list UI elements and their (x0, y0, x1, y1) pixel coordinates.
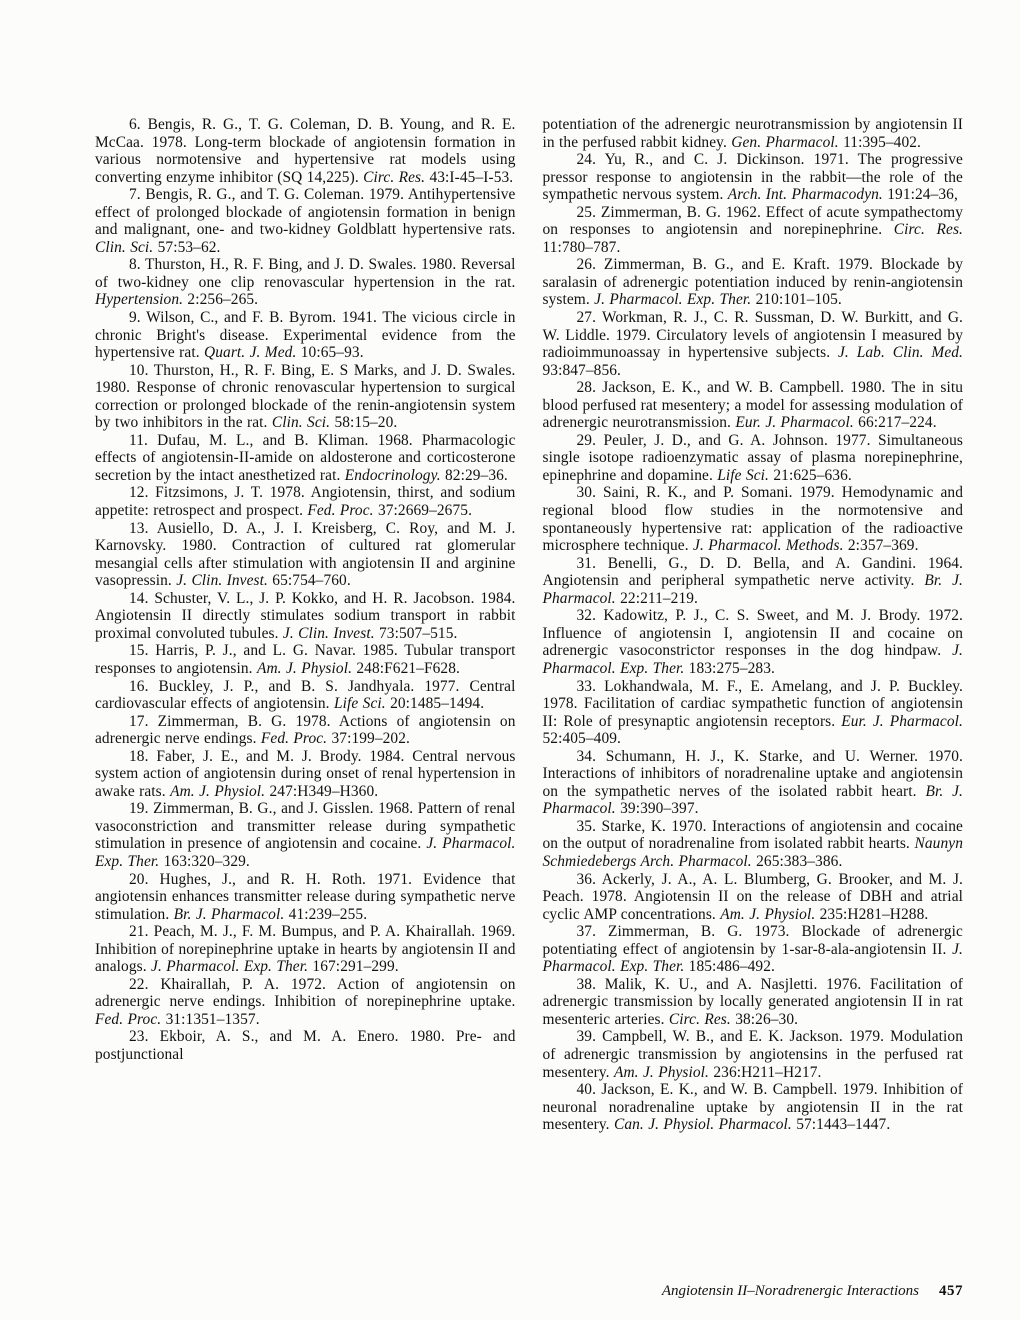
reference-entry (543, 151, 964, 204)
reference-entry (95, 309, 516, 362)
reference-text: 8. Thurston, H., R. F. Bing, and J. D. Swales. 1980. Reversal of two-kidney one clip renovascular hypertension in the rat. (95, 256, 516, 291)
reference-text: 183:275–283. (684, 659, 775, 677)
reference-text: 248:F621–F628. (352, 659, 460, 677)
reference-text: 57:1443–1447. (791, 1116, 891, 1134)
reference-text: 35. Starke, K. 1970. Interactions of angiotensin and cocaine on the output of noradrenaline from isolated rabbit hearts. (542, 817, 963, 853)
reference-text: 82:29–36. (440, 466, 508, 484)
reference-text: 15. Harris, P. J., and L. G. Navar. 1985. Tubular transport responses to angiotensin. (95, 642, 516, 677)
reference-text: 6. Bengis, R. G., T. G. Coleman, D. B. Young, and R. E. McCaa. 1978. Long-term blockade of angiotensin formation in various normotensive and hypertensive rat models using converting enzyme inhibitor (SQ 14,225). (95, 116, 516, 186)
reference-text: 7. Bengis, R. G., and T. G. Coleman. 1979. Antihypertensive effect of prolonged blockade of angiotensin formation in benign and malignant, one- and two-kidney Goldblatt hypertensive rats. (95, 186, 516, 239)
reference-text: 93:847–856. (542, 361, 621, 379)
reference-text: 2:357–369. (843, 537, 919, 555)
journal-name: Can. J. Physiol. Pharmacol. (613, 1116, 792, 1134)
reference-entry (95, 976, 516, 1029)
journal-name: Eur. J. Pharmacol. (735, 414, 854, 432)
reference-text: 32. Kadowitz, P. J., C. S. Sweet, and M. J. Brody. 1972. Influence of angiotensin I, angiotensin II and cocaine on adrenergic vasoconstrictor responses in the dog hindpaw. (542, 607, 963, 660)
reference-text: 10. Thurston, H., R. F. Bing, E. S Marks, and J. D. Swales. 1980. Response of chronic renovascular hypertension to surgical correction or prolonged blockade of the renin-angiotensin system by two inhibitors in the rat. (95, 361, 516, 432)
reference-entry (95, 713, 516, 748)
journal-name: Hypertension. (95, 291, 184, 309)
reference-entry (543, 1081, 964, 1134)
reference-text: 28. Jackson, E. K., and W. B. Campbell. 1980. The in situ blood perfused rat mesentery; a model for assessing modulation of adrenergic neurotransmission. (542, 379, 963, 432)
reference-entry (543, 607, 964, 677)
references-right-column (543, 116, 964, 1134)
reference-text: 14. Schuster, V. L., J. P. Kokko, and H. R. Jacobson. 1984. Angiotensin II directly stimulates sodium transport in rabbit proximal convoluted tubules. (95, 589, 516, 642)
journal-name: J. Clin. Invest. (282, 624, 375, 642)
reference-text: 31. Benelli, G., D. D. Bella, and A. Gandini. 1964. Angiotensin and peripheral sympathetic nerve activity. (542, 554, 963, 590)
reference-text: 11. Dufau, M. L., and B. Kliman. 1968. Pharmacologic effects of angiotensin-II-amide on aldosterone and corticosterone secretion by the intact anesthetized rat. (95, 431, 516, 484)
reference-text: 20:1485–1494. (385, 695, 485, 713)
reference-entry (543, 484, 964, 554)
reference-text: 31:1351–1357. (161, 1010, 260, 1028)
reference-text: 23. Ekboir, A. S., and M. A. Enero. 1980. Pre- and postjunctional (95, 1028, 516, 1063)
reference-text: 65:754–760. (267, 572, 351, 590)
reference-text: 33. Lokhandwala, M. F., E. Amelang, and J. P. Buckley. 1978. Facilitation of cardiac sympathetic function of angiotensin II: Role of presynaptic angiotensin receptors. (542, 677, 963, 730)
reference-text: 40. Jackson, E. K., and W. B. Campbell. 1979. Inhibition of neuronal noradrenaline uptake by angiotensin II in the rat mesentery. (542, 1081, 963, 1134)
reference-entry (543, 204, 964, 257)
reference-text: 11:395–402. (838, 133, 921, 151)
reference-entry (543, 1028, 964, 1081)
reference-text: 39:390–397. (615, 800, 699, 818)
reference-text: 37:199–202. (327, 730, 410, 748)
reference-entry (543, 871, 964, 924)
reference-text: 210:101–105. (751, 291, 842, 309)
reference-entry (543, 379, 964, 432)
reference-entry (95, 590, 516, 643)
reference-text: 12. Fitzsimons, J. T. 1978. Angiotensin, thirst, and sodium appetite: retrospect and prospect. (95, 484, 516, 520)
journal-name: Life Sci. (717, 466, 769, 484)
reference-text: 265:383–386. (751, 852, 843, 870)
reference-entry (95, 432, 516, 485)
reference-entry (95, 484, 516, 519)
reference-text: 30. Saini, R. K., and P. Somani. 1979. Hemodynamic and regional blood flow studies in the normotensive and spontaneously hypertensive rat: application of the radioactive microsphere technique. (542, 484, 963, 555)
journal-name: J. Pharmacol. Exp. Ther. (542, 642, 963, 677)
reference-text: 163:320–329. (159, 852, 250, 870)
reference-text: 11:780–787. (542, 238, 621, 256)
reference-text: 27. Workman, R. J., C. R. Sussman, D. W. Burkitt, and G. W. Liddle. 1979. Circulatory levels of angiotensin I measured by radioimmunoassay in hypertensive subjects. (542, 309, 963, 362)
reference-text: 39. Campbell, W. B., and E. K. Jackson. 1979. Modulation of adrenergic transmission by angiotensins in the perfused rat mesentery. (542, 1028, 963, 1081)
reference-text: 52:405–409. (542, 730, 621, 748)
reference-entry (95, 1028, 516, 1063)
journal-name: Br. J. Pharmacol. (542, 782, 963, 818)
reference-text: 29. Peuler, J. D., and G. A. Johnson. 1977. Simultaneous single isotope radioenzymatic assay of plasma norepinephrine, epinephrine and dopamine. (542, 431, 963, 484)
reference-text: 43:I-45–I-53. (425, 168, 514, 186)
journal-name: Endocrinology. (344, 466, 441, 484)
reference-entry (543, 976, 964, 1029)
reference-text: 9. Wilson, C., and F. B. Byrom. 1941. The vicious circle in chronic Bright's disease. Experimental evidence from the hypertensive rat. (95, 309, 516, 362)
reference-entry (543, 256, 964, 309)
journal-name: Fed. Proc. (95, 1010, 162, 1028)
reference-entry (95, 871, 516, 924)
reference-text: 20. Hughes, J., and R. H. Roth. 1971. Evidence that angiotensin enhances transmitter release during sympathetic nerve stimulation. (95, 870, 516, 923)
reference-entry (95, 678, 516, 713)
reference-text: 36. Ackerly, J. A., A. L. Blumberg, G. Brooker, and M. J. Peach. 1978. Angiotensin II on the release of DBH and atrial cyclic AMP concentrations. (542, 870, 963, 923)
reference-text: 21. Peach, M. J., F. M. Bumpus, and P. A. Khairallah. 1969. Inhibition of norepinephrine uptake in hearts by angiotensin II and analogs. (95, 923, 516, 976)
journal-name: Quart. J. Med. (204, 344, 297, 362)
reference-entry (95, 256, 516, 309)
reference-entry (543, 923, 964, 976)
journal-name: Circ. Res. (363, 168, 426, 186)
reference-text: potentiation of the adrenergic neurotransmission by angiotensin II in the perfused rabbit kidney. (542, 116, 963, 151)
journal-name: Fed. Proc. (260, 730, 328, 748)
journal-name: Life Sci. (333, 695, 386, 713)
reference-text: 19. Zimmerman, B. G., and J. Gisslen. 1968. Pattern of renal vasoconstriction and transmitter release during sympathetic stimulation in presence of angiotensin and cocaine. (95, 800, 516, 853)
journal-name: Clin. Sci. (271, 414, 331, 432)
reference-text: 10:65–93. (296, 344, 364, 362)
reference-text: 247:H349–H360. (265, 782, 379, 800)
journal-name: J. Pharmacol. Exp. Ther. (95, 835, 516, 870)
reference-text: 38. Malik, K. U., and A. Nasjletti. 1976. Facilitation of adrenergic transmission by locally generated angiotensin II in rat mesenteric arteries. (542, 975, 963, 1028)
reference-text: 167:291–299. (308, 958, 399, 976)
journal-name: Br. J. Pharmacol. (173, 905, 285, 923)
reference-entry (95, 186, 516, 256)
reference-text: 236:H211–H217. (709, 1063, 822, 1081)
journal-name: Am. J. Physiol. (720, 905, 816, 923)
journal-name: Naunyn Schmiedebergs Arch. Pharmacol. (542, 835, 963, 870)
reference-entry (95, 116, 516, 186)
reference-text: 235:H281–H288. (815, 905, 929, 923)
reference-text: 34. Schumann, H. J., K. Starke, and U. Werner. 1970. Interactions of inhibitors of noradrenaline uptake and angiotensin on the sympathetic nerves of the isolated rabbit heart. (542, 747, 963, 800)
journal-name: Clin. Sci. (95, 238, 154, 256)
reference-text: 13. Ausiello, D. A., J. I. Kreisberg, C. Roy, and M. J. Karnovsky. 1980. Contraction of cultured rat glomerular mesangial cells after stimulation with angiotensin II and arginine vasopressin. (95, 519, 516, 590)
reference-text: 185:486–492. (684, 958, 775, 976)
reference-entry (543, 116, 964, 151)
reference-entry (543, 555, 964, 608)
reference-entry (95, 748, 516, 801)
reference-text: 191:24–36, (882, 186, 958, 204)
reference-entry (95, 800, 516, 870)
reference-entry (95, 362, 516, 432)
journal-name: Am. J. Physiol. (256, 659, 353, 677)
journal-name: J. Pharmacol. Exp. Ther. (594, 291, 752, 309)
journal-name: J. Pharmacol. Exp. Ther. (542, 940, 963, 976)
reference-entry (95, 923, 516, 976)
reference-text: 22:211–219. (615, 589, 699, 607)
reference-entry (543, 818, 964, 871)
journal-name: Am. J. Physiol. (613, 1063, 710, 1081)
running-title: Angiotensin II–Noradrenergic Interactions (661, 1283, 919, 1299)
reference-text: 2:256–265. (183, 291, 259, 309)
journal-name: Circ. Res. (668, 1010, 731, 1028)
reference-text: 41:239–255. (284, 905, 368, 923)
reference-text: 22. Khairallah, P. A. 1972. Action of angiotensin on adrenergic nerve endings. Inhibition of norepinephrine uptake. (95, 975, 516, 1011)
reference-entry (543, 309, 964, 379)
journal-name: Circ. Res. (893, 221, 963, 239)
reference-entry (95, 520, 516, 590)
reference-text: 73:507–515. (374, 624, 458, 642)
reference-text: 57:53–62. (153, 238, 221, 256)
reference-entry (543, 748, 964, 818)
reference-text: 16. Buckley, J. P., and B. S. Jandhyala. 1977. Central cardiovascular effects of angiotensin. (95, 677, 516, 713)
journal-name: Gen. Pharmacol. (731, 133, 839, 151)
journal-name: J. Pharmacol. Exp. Ther. (151, 958, 309, 976)
reference-text: 18. Faber, J. E., and M. J. Brody. 1984. Central nervous system action of angiotensin during onset of renal hypertension in awake rats. (95, 747, 516, 800)
journal-name: Arch. Int. Pharmacodyn. (727, 186, 883, 204)
journal-name: J. Clin. Invest. (176, 572, 268, 590)
reference-text: 66:217–224. (853, 414, 937, 432)
journal-name: J. Pharmacol. Methods. (693, 537, 844, 555)
page-number: 457 (939, 1283, 963, 1299)
journal-name: Br. J. Pharmacol. (542, 572, 963, 607)
reference-text: 38:26–30. (730, 1010, 799, 1028)
journal-name: Eur. J. Pharmacol. (841, 712, 963, 730)
reference-text: 21:625–636. (769, 466, 852, 484)
reference-entry (543, 678, 964, 748)
page-footer (662, 1282, 963, 1300)
reference-text: 26. Zimmerman, B. G., and E. Kraft. 1979. Blockade by saralasin of adrenergic potentiation induced by renin-angiotensin system. (542, 256, 963, 309)
references-left-column (95, 116, 516, 1134)
journal-name: J. Lab. Clin. Med. (838, 344, 964, 362)
references-section (95, 116, 963, 1134)
journal-name: Fed. Proc. (307, 502, 374, 520)
reference-entry (95, 642, 516, 677)
reference-entry (543, 432, 964, 485)
reference-text: 58:15–20. (330, 414, 398, 432)
reference-text: 25. Zimmerman, B. G. 1962. Effect of acute sympathectomy on responses to angiotensin and norepinephrine. (542, 203, 963, 239)
reference-text: 17. Zimmerman, B. G. 1978. Actions of angiotensin on adrenergic nerve endings. (95, 712, 516, 748)
reference-text: 37:2669–2675. (373, 502, 473, 520)
reference-text: 24. Yu, R., and C. J. Dickinson. 1971. The progressive pressor response to angiotensin in the rabbit—the role of the sympathetic nervous system. (542, 151, 963, 204)
reference-text: 37. Zimmerman, B. G. 1973. Blockade of adrenergic potentiating effect of angiotensin by 1-sar-8-ala-angiotensin II. (542, 923, 963, 958)
journal-name: Am. J. Physiol. (170, 782, 266, 800)
